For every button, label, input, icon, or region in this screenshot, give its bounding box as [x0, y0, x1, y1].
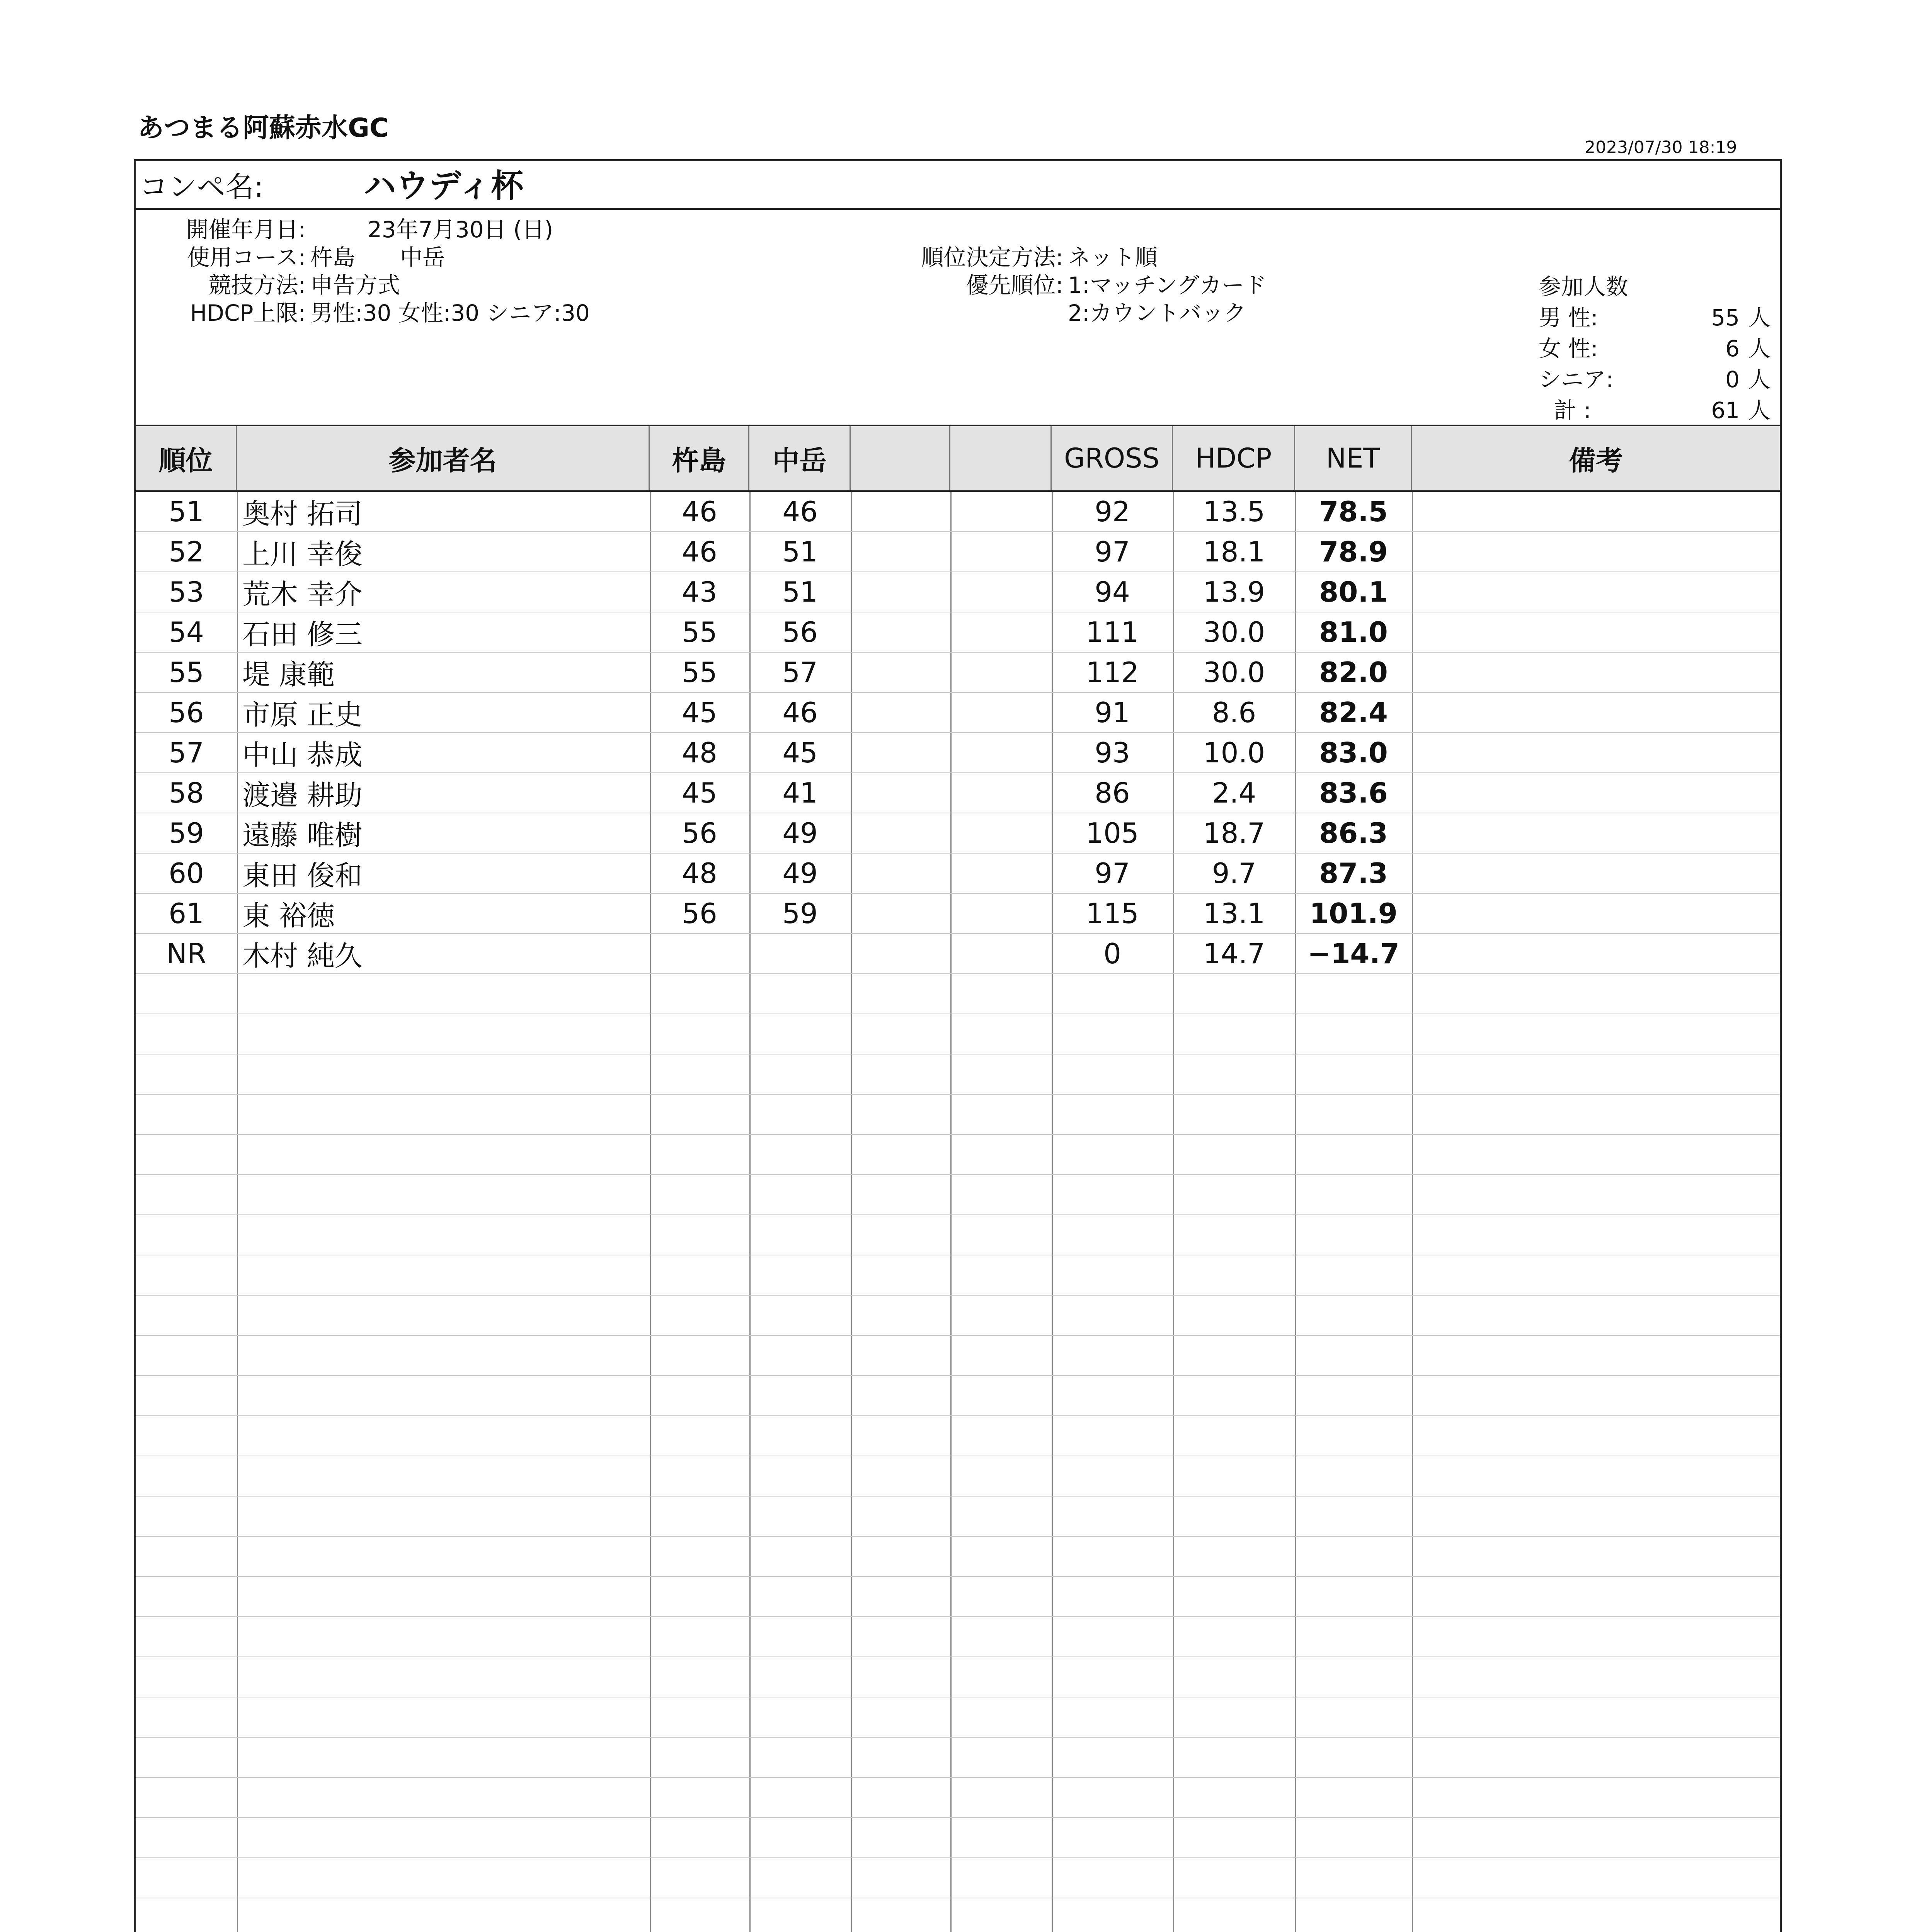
cell-gross: 111 [1086, 616, 1139, 648]
cell-net: 81.0 [1319, 616, 1388, 648]
cell-hdcp: 30.0 [1203, 616, 1265, 648]
table-row [136, 894, 1780, 934]
cell-hdcp: 14.7 [1203, 937, 1265, 970]
cell-course1: 45 [682, 777, 717, 809]
cell-net: 82.4 [1319, 696, 1388, 729]
table-row [136, 1215, 1780, 1255]
cell-course1: 55 [682, 616, 717, 648]
cell-course2: 46 [782, 696, 818, 729]
table-row [136, 1014, 1780, 1054]
cell-course2: 49 [782, 817, 818, 849]
cell-course1: 46 [682, 536, 717, 568]
method-label: 競技方法: [208, 272, 306, 298]
table-row [136, 1416, 1780, 1456]
cell-rank: 51 [169, 495, 204, 528]
cell-hdcp: 9.7 [1212, 857, 1256, 889]
table-row [136, 572, 1780, 612]
cell-rank: 58 [169, 777, 204, 809]
cell-gross: 112 [1086, 656, 1139, 689]
header-gross: GROSS [1052, 426, 1173, 490]
cell-hdcp: 18.7 [1203, 817, 1265, 849]
table-row [136, 733, 1780, 773]
competition-info [136, 210, 1780, 426]
header-net: NET [1295, 426, 1412, 490]
competition-title: ハウディ杯 [364, 167, 524, 205]
method-value: 申告方式 [310, 272, 400, 298]
table-row [136, 1898, 1780, 1932]
cell-rank: 57 [169, 736, 204, 769]
cell-name: 荒木 幸介 [242, 578, 363, 611]
participant-row: 男 性: 55 人 [1539, 304, 1771, 331]
table-row [136, 1296, 1780, 1336]
header-hdcp: HDCP [1173, 426, 1295, 490]
table-row [136, 854, 1780, 894]
cell-gross: 91 [1095, 696, 1130, 729]
cell-course1 [650, 934, 749, 973]
cell-hdcp: 13.9 [1203, 576, 1265, 608]
ranking-method-label: 順位決定方法: [921, 244, 1063, 270]
participant-row: 女 性: 6 人 [1539, 335, 1771, 362]
cell-rank: NR [166, 937, 206, 970]
cell-net: 78.9 [1319, 536, 1388, 568]
cell-name: 東 裕徳 [242, 900, 335, 932]
cell-net: 80.1 [1319, 576, 1388, 608]
cell-course2: 51 [782, 576, 818, 608]
table-row [136, 1818, 1780, 1858]
table-row [136, 1255, 1780, 1296]
cell-hdcp: 10.0 [1203, 736, 1265, 769]
date-label: 開催年月日: [186, 216, 306, 243]
cell-hdcp: 30.0 [1203, 656, 1265, 689]
cell-net: 78.5 [1319, 495, 1388, 528]
cell-gross: 92 [1095, 495, 1130, 528]
cell-course2: 56 [782, 616, 818, 648]
table-row [136, 1617, 1780, 1657]
cell-course2: 59 [782, 897, 818, 930]
club-name: あつまる阿蘇赤水GC [138, 113, 389, 143]
cell-name: 市原 正史 [242, 699, 363, 731]
table-row [136, 1738, 1780, 1778]
cell-hdcp: 8.6 [1212, 696, 1256, 729]
cell-rank: 53 [169, 576, 204, 608]
table-row [136, 1054, 1780, 1095]
table-row [136, 1858, 1780, 1898]
table-row [136, 1497, 1780, 1537]
cell-name: 木村 純久 [242, 940, 363, 972]
participant-count [1539, 276, 1771, 430]
cell-gross: 115 [1086, 897, 1139, 930]
cell-name: 上川 幸俊 [242, 538, 363, 570]
priority-2: 2:カウントバック [1068, 300, 1246, 326]
header-blank-1 [851, 426, 950, 490]
cell-name: 遠藤 唯樹 [242, 819, 363, 852]
hdcp-limit-value: 男性:30 女性:30 シニア:30 [310, 300, 590, 326]
cell-gross: 97 [1095, 857, 1130, 889]
table-row [136, 1135, 1780, 1175]
table-row [136, 813, 1780, 854]
header-blank-2 [950, 426, 1052, 490]
cell-course1: 43 [682, 576, 717, 608]
cell-rank: 61 [169, 897, 204, 930]
table-row [136, 1577, 1780, 1617]
cell-course2: 45 [782, 736, 818, 769]
cell-hdcp: 13.5 [1203, 495, 1265, 528]
cell-name: 渡邉 耕助 [242, 779, 363, 811]
table-row [136, 773, 1780, 813]
cell-hdcp: 2.4 [1212, 777, 1256, 809]
cell-gross: 97 [1095, 536, 1130, 568]
cell-name: 中山 恭成 [242, 739, 363, 771]
cell-name: 奥村 拓司 [242, 498, 363, 530]
table-row [136, 1376, 1780, 1416]
participant-count-title: 参加人数 [1539, 274, 1629, 300]
header-course1: 杵島 [650, 426, 749, 490]
table-row [136, 612, 1780, 653]
cell-gross: 86 [1095, 777, 1130, 809]
cell-course1: 48 [682, 736, 717, 769]
header-course2: 中岳 [749, 426, 851, 490]
cell-course1: 56 [682, 817, 717, 849]
table-header [136, 426, 1780, 492]
table-row [136, 693, 1780, 733]
cell-gross: 0 [1103, 937, 1121, 970]
hdcp-limit-label: HDCP上限: [190, 300, 306, 326]
table-row [136, 653, 1780, 693]
cell-rank: 55 [169, 656, 204, 689]
priority-label: 優先順位: [966, 272, 1063, 298]
cell-course2: 41 [782, 777, 818, 809]
cell-rank: 54 [169, 616, 204, 648]
cell-name: 石田 修三 [242, 618, 363, 651]
cell-course2: 49 [782, 857, 818, 889]
print-datetime: 2023/07/30 18:19 [1585, 138, 1737, 157]
competition-label: コンペ名: [140, 170, 264, 204]
header-remarks: 備考 [1569, 444, 1623, 476]
participant-row: シニア: 0 人 [1539, 366, 1771, 393]
competition-row [136, 161, 1780, 210]
cell-rank: 60 [169, 857, 204, 889]
cell-course2 [749, 934, 851, 973]
table-row [136, 1456, 1780, 1497]
cell-hdcp: 18.1 [1203, 536, 1265, 568]
cell-rank: 59 [169, 817, 204, 849]
table-row [136, 1657, 1780, 1697]
cell-rank: 52 [169, 536, 204, 568]
cell-course1: 55 [682, 656, 717, 689]
cell-course1: 45 [682, 696, 717, 729]
cell-course2: 57 [782, 656, 818, 689]
participant-row: 計 : 61 人 [1554, 397, 1771, 423]
header-name: 参加者名 [237, 426, 650, 490]
cell-net: 101.9 [1309, 897, 1398, 930]
cell-net: 83.0 [1319, 736, 1388, 769]
table-row [136, 1778, 1780, 1818]
cell-name: 堤 康範 [242, 658, 335, 691]
course-value: 杵島 中岳 [310, 244, 445, 270]
results-table [136, 492, 1780, 1932]
cell-gross: 105 [1086, 817, 1139, 849]
course-label: 使用コース: [187, 244, 306, 270]
cell-rank: 56 [169, 696, 204, 729]
cell-gross: 94 [1095, 576, 1130, 608]
priority-1: 1:マッチングカード [1068, 272, 1267, 298]
cell-net: 87.3 [1319, 857, 1388, 889]
table-row [136, 1175, 1780, 1215]
scorecard-sheet [134, 159, 1782, 1932]
cell-course1: 48 [682, 857, 717, 889]
cell-course1: 46 [682, 495, 717, 528]
table-row [136, 934, 1780, 974]
table-row [136, 492, 1780, 532]
table-row [136, 1697, 1780, 1738]
cell-hdcp: 13.1 [1203, 897, 1265, 930]
cell-course2: 46 [782, 495, 818, 528]
cell-gross: 93 [1095, 736, 1130, 769]
cell-net: 86.3 [1319, 817, 1388, 849]
table-row [136, 1537, 1780, 1577]
table-row [136, 974, 1780, 1014]
ranking-method-value: ネット順 [1068, 244, 1158, 270]
cell-course2: 51 [782, 536, 818, 568]
header-rank: 順位 [136, 426, 237, 490]
cell-net: −14.7 [1308, 937, 1399, 970]
cell-net: 83.6 [1319, 777, 1388, 809]
table-row [136, 1095, 1780, 1135]
cell-course1: 56 [682, 897, 717, 930]
table-row [136, 1336, 1780, 1376]
cell-name: 東田 俊和 [242, 859, 363, 892]
date-value: 23年7月30日 (日) [368, 216, 553, 243]
cell-net: 82.0 [1319, 656, 1388, 689]
table-row [136, 532, 1780, 572]
